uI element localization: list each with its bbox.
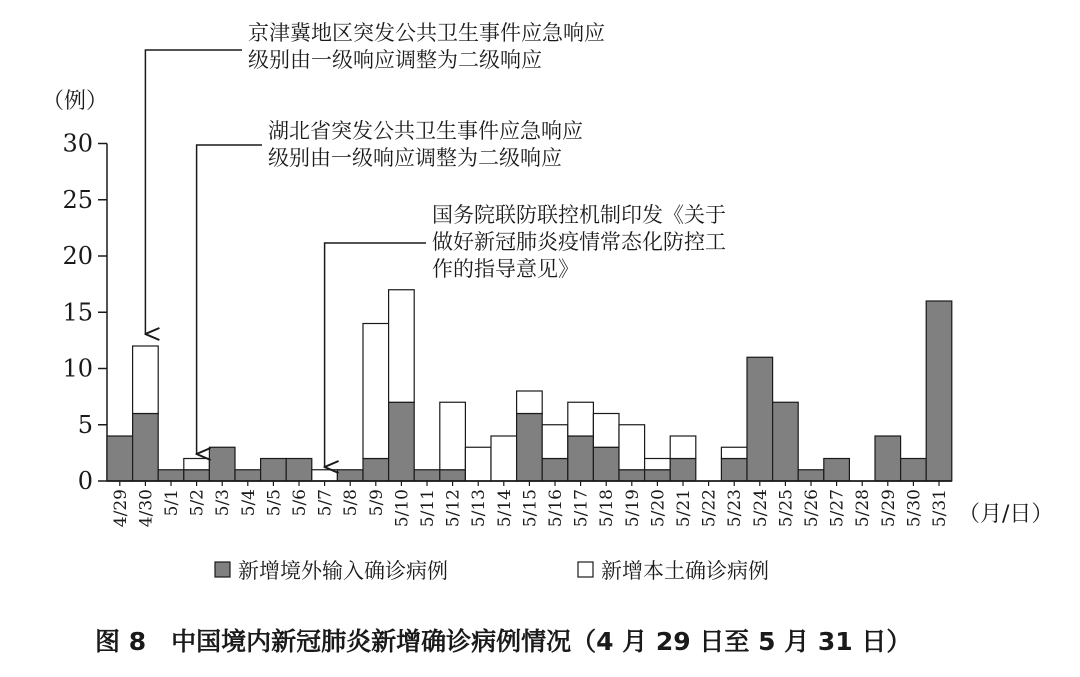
bar-local-5/20 — [645, 459, 671, 470]
annotation-text-line: 京津冀地区突发公共卫生事件应急响应 — [248, 21, 605, 45]
x-tick-label: 5/15 — [520, 489, 541, 528]
x-tick-label: 4/29 — [110, 489, 131, 528]
x-tick-label: 5/4 — [238, 489, 259, 517]
bar-local-5/19 — [619, 425, 645, 470]
bar-local-5/17 — [568, 402, 594, 436]
y-tick-label: 5 — [77, 410, 93, 439]
bar-imported-5/10 — [389, 402, 415, 481]
bar-imported-5/23 — [721, 459, 747, 482]
annotation-text-line: 级别由一级响应调整为二级响应 — [248, 48, 542, 72]
bar-local-5/13 — [465, 447, 491, 481]
x-tick-label: 5/5 — [264, 489, 285, 517]
bar-imported-5/5 — [261, 459, 287, 482]
x-tick-label: 5/24 — [750, 489, 771, 528]
x-tick-label: 5/23 — [725, 489, 746, 528]
bar-imported-5/25 — [773, 402, 799, 481]
x-tick-label: 5/6 — [290, 489, 310, 517]
y-tick-label: 30 — [62, 129, 93, 158]
annotation-text-line: 级别由一级响应调整为二级响应 — [268, 146, 562, 170]
x-axis-unit: （月/日） — [958, 502, 1054, 527]
y-axis — [62, 130, 107, 496]
x-tick-label: 5/2 — [187, 489, 208, 517]
figure-caption: 图 8 中国境内新冠肺炎新增确诊病例情况（4 月 29 日至 5 月 31 日） — [95, 627, 912, 656]
x-tick-label: 5/14 — [494, 489, 515, 528]
bar-local-5/9 — [363, 324, 389, 459]
legend-swatch-local — [578, 562, 593, 577]
bar-local-5/15 — [517, 391, 543, 414]
x-tick-label: 5/12 — [443, 489, 464, 528]
bar-imported-5/27 — [824, 459, 850, 482]
bar-local-5/14 — [491, 436, 517, 481]
bar-imported-5/26 — [798, 470, 824, 481]
x-tick-label: 5/20 — [648, 489, 669, 528]
legend-swatch-imported — [215, 562, 230, 577]
x-tick-label: 5/21 — [674, 489, 694, 528]
x-tick-label: 5/8 — [341, 489, 362, 517]
bar-imported-5/11 — [414, 470, 440, 481]
bar-imported-5/9 — [363, 459, 389, 482]
annotation-text-line: 做好新冠肺炎疫情常态化防控工 — [432, 230, 726, 254]
annotation-arrow — [145, 50, 242, 334]
x-tick-label: 5/13 — [469, 489, 490, 528]
bar-imported-5/4 — [235, 470, 261, 481]
bar-imported-5/21 — [670, 459, 696, 482]
x-tick-label: 5/19 — [622, 489, 643, 528]
bar-local-5/7 — [312, 470, 338, 481]
x-tick-label: 5/25 — [776, 489, 797, 528]
x-tick-label: 5/27 — [827, 489, 848, 528]
bar-local-5/23 — [721, 447, 747, 458]
bar-imported-5/8 — [337, 470, 363, 481]
annotation-text-line: 国务院联防联控机制印发《关于 — [432, 203, 726, 227]
x-tick-label: 5/31 — [930, 489, 950, 528]
x-tick-label: 5/16 — [546, 489, 566, 528]
bar-imported-5/16 — [542, 459, 568, 482]
bar-imported-5/3 — [209, 447, 235, 481]
x-axis — [107, 481, 952, 527]
bar-imported-5/29 — [875, 436, 901, 481]
x-tick-label: 5/26 — [802, 489, 822, 528]
x-tick-label: 5/29 — [878, 489, 899, 528]
bar-area — [107, 290, 952, 481]
bar-local-5/12 — [440, 402, 466, 470]
x-tick-label: 5/30 — [904, 489, 925, 528]
bar-imported-4/30 — [133, 414, 159, 482]
bar-local-4/30 — [133, 346, 159, 414]
bar-imported-5/6 — [286, 459, 312, 482]
bar-local-5/16 — [542, 425, 568, 459]
legend — [215, 559, 769, 583]
bar-imported-5/19 — [619, 470, 645, 481]
x-tick-label: 5/11 — [418, 489, 438, 528]
x-tick-label: 5/1 — [162, 489, 182, 517]
bar-local-5/21 — [670, 436, 696, 459]
x-tick-label: 5/10 — [392, 489, 413, 528]
annotation-text-line: 湖北省突发公共卫生事件应急响应 — [268, 119, 583, 143]
bar-local-5/18 — [593, 414, 619, 448]
bar-imported-5/24 — [747, 357, 773, 481]
x-tick-label: 5/17 — [571, 489, 592, 528]
bar-local-5/10 — [389, 290, 415, 403]
bar-imported-5/1 — [158, 470, 184, 481]
bar-imported-5/2 — [184, 470, 210, 481]
bar-imported-5/30 — [901, 459, 927, 482]
x-tick-label: 4/30 — [136, 489, 157, 528]
x-tick-label: 5/9 — [366, 489, 387, 517]
bar-imported-4/29 — [107, 436, 133, 481]
annotation-arrow — [197, 145, 262, 454]
bar-imported-5/17 — [568, 436, 594, 481]
x-tick-label: 5/28 — [853, 489, 874, 528]
y-tick-label: 25 — [62, 185, 93, 214]
bar-imported-5/18 — [593, 447, 619, 481]
annotation-1 — [145, 21, 605, 334]
bar-imported-5/12 — [440, 470, 466, 481]
y-axis-unit: （例） — [42, 89, 109, 114]
x-tick-label: 5/18 — [597, 489, 618, 528]
y-tick-label: 10 — [62, 354, 93, 383]
y-tick-label: 20 — [62, 242, 93, 270]
bar-local-5/2 — [184, 459, 210, 470]
bar-imported-5/20 — [645, 470, 671, 481]
legend-label-local: 新增本土确诊病例 — [601, 559, 769, 583]
bar-imported-5/31 — [926, 301, 952, 481]
bar-imported-5/15 — [517, 414, 543, 482]
x-tick-label: 5/3 — [213, 489, 234, 517]
x-tick-label: 5/7 — [315, 489, 336, 517]
annotation-text-line: 作的指导意见》 — [432, 257, 579, 281]
x-tick-label: 5/22 — [699, 489, 720, 528]
legend-label-imported: 新增境外输入确诊病例 — [238, 559, 448, 583]
y-tick-label: 15 — [62, 298, 93, 327]
annotations — [145, 21, 726, 467]
y-tick-label: 0 — [77, 467, 93, 495]
